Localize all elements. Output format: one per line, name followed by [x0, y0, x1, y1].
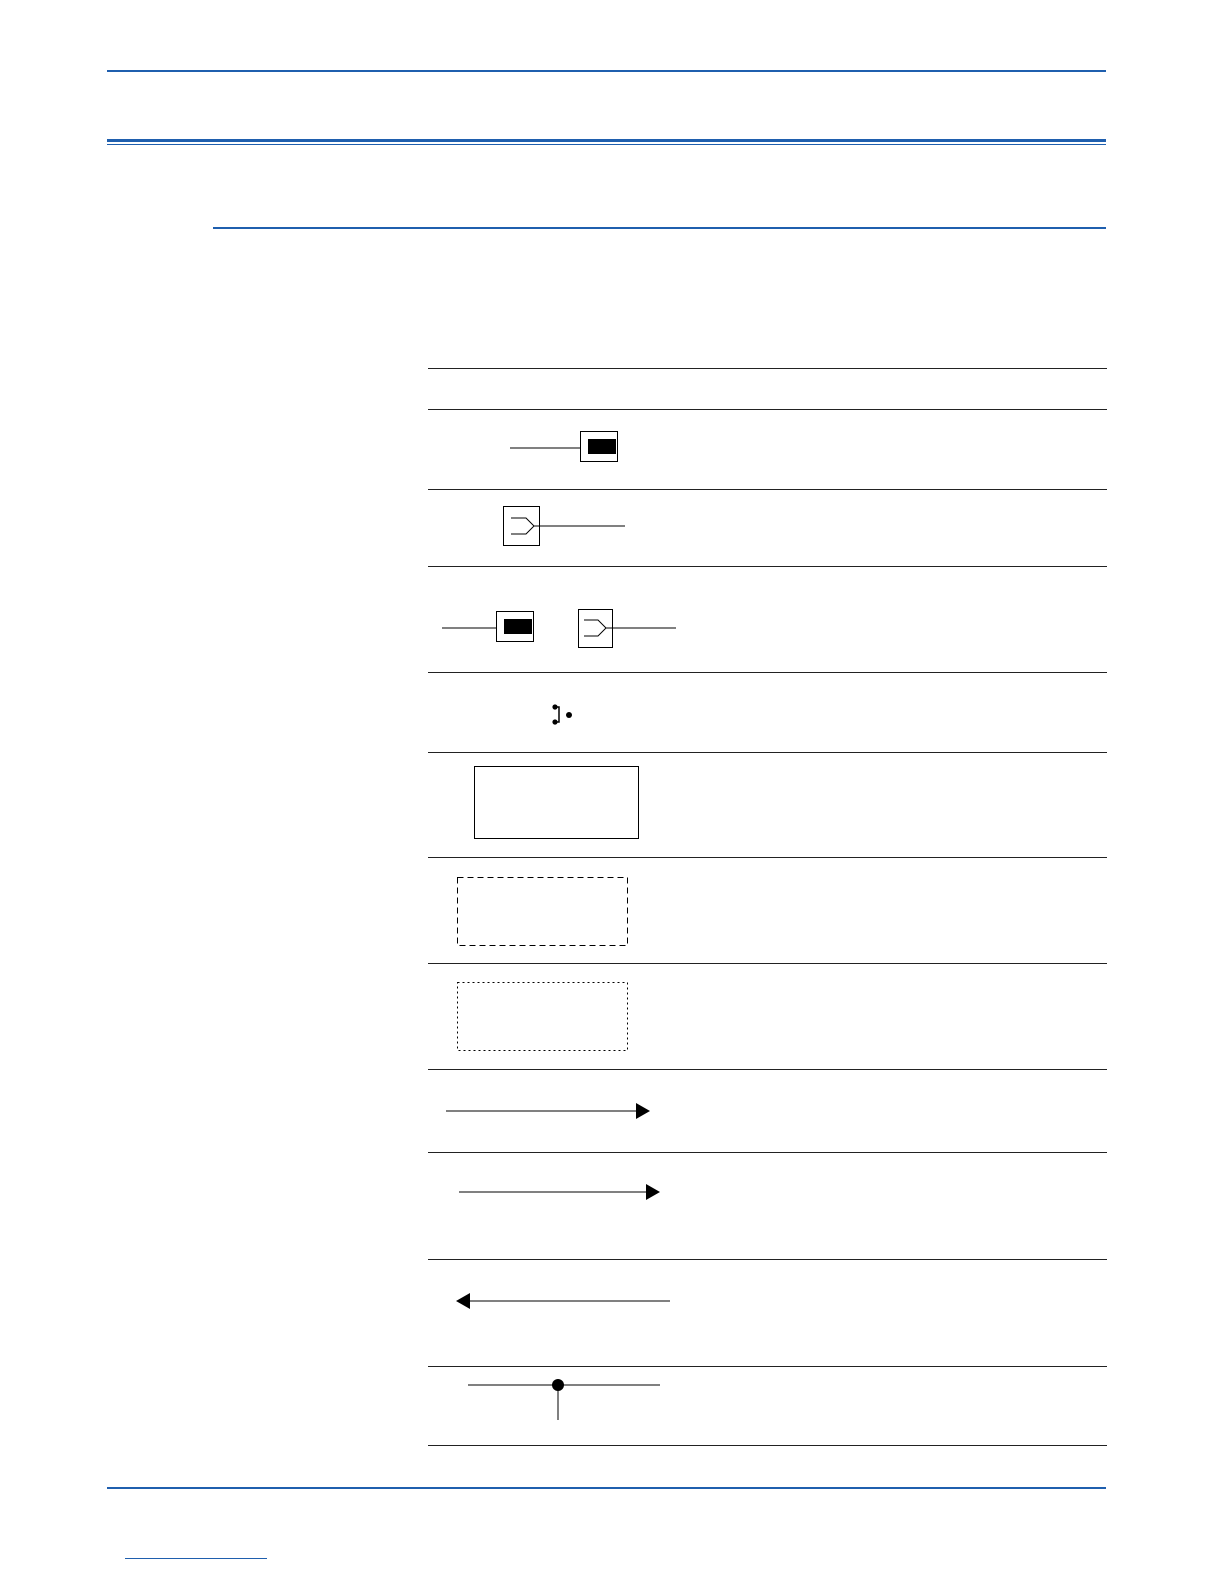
table-top-rule: [428, 368, 1107, 369]
junction-icon: [548, 702, 578, 728]
right-arrow-icon: [443, 1100, 655, 1122]
dashed-box-icon: [455, 875, 631, 949]
branch-point-icon: [465, 1376, 663, 1422]
dotted-box-icon: [455, 980, 631, 1054]
solid-box-icon: [472, 764, 642, 842]
table-row-rule: [428, 1069, 1107, 1070]
output-port-icon: [505, 425, 625, 470]
chapter-title-rule: [107, 139, 1106, 142]
table-row-rule: [428, 1259, 1107, 1260]
left-arrow-icon: [452, 1290, 674, 1312]
footer-link-underline[interactable]: [125, 1558, 267, 1559]
table-header-rule: [428, 409, 1107, 410]
table-bottom-rule: [428, 1445, 1107, 1446]
table-row-rule: [428, 566, 1107, 567]
output-to-input-connection-icon: [440, 606, 680, 651]
input-port-icon: [498, 502, 628, 550]
table-row-rule: [428, 752, 1107, 753]
page-header-rule: [107, 70, 1106, 72]
table-row-rule: [428, 672, 1107, 673]
chapter-title-rule-thin: [107, 144, 1106, 145]
right-arrow-icon: [456, 1181, 666, 1203]
page-footer-rule: [107, 1487, 1106, 1489]
table-row-rule: [428, 489, 1107, 490]
table-row-rule: [428, 963, 1107, 964]
section-heading-rule: [213, 227, 1106, 229]
table-row-rule: [428, 1152, 1107, 1153]
table-row-rule: [428, 857, 1107, 858]
table-row-rule: [428, 1366, 1107, 1367]
